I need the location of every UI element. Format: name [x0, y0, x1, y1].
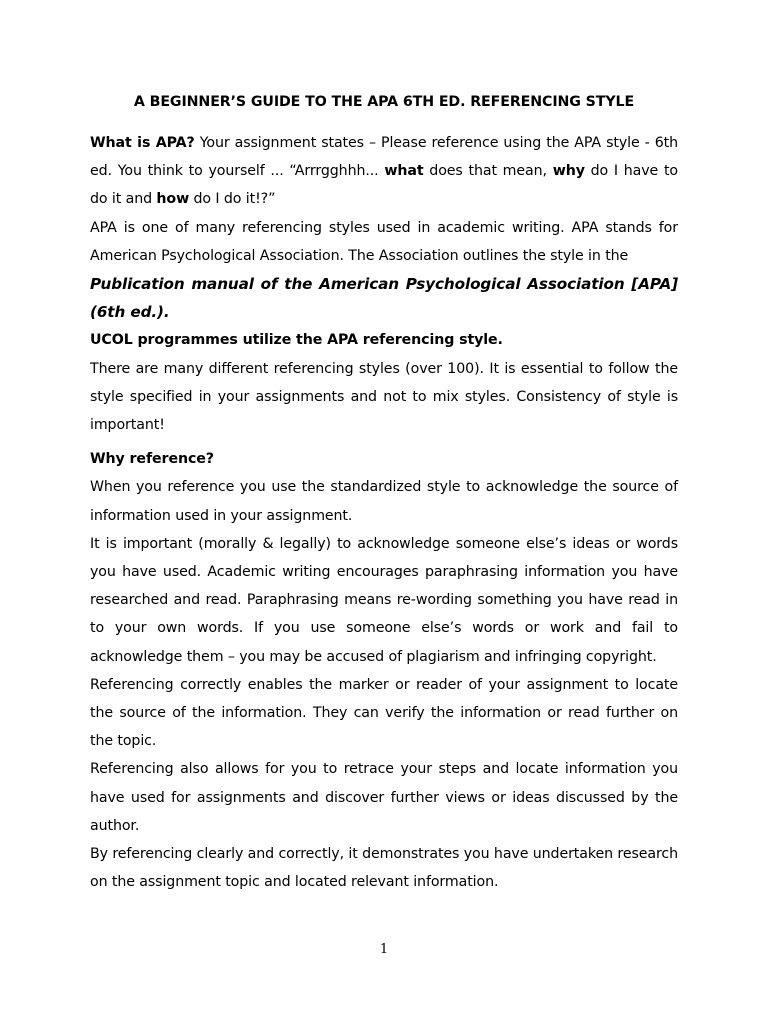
document-title: A BEGINNER’S GUIDE TO THE APA 6TH ED. REFERENCING STYLE: [133, 94, 635, 110]
apa-description-paragraph: APA is one of many referencing styles used in academic writing. APA stands for American Psychological Association. The Association outlines the style in the: [90, 219, 678, 264]
why-paragraph-2: It is important (morally & legally) to acknowledge someone else’s ideas or words you have used. Academic writing encourages paraphrasing information you have researched and read. Paraphrasing means re-wording something you have read in to your own words. If you use someone else’s words or work and fail to acknowledge them – you may be accused of plagiarism and infringing copyright.: [90, 535, 678, 665]
ucol-statement: UCOL programmes utilize the APA referencing style.: [90, 332, 503, 349]
page-number: 1: [379, 942, 389, 957]
document-body: [90, 129, 678, 896]
why-paragraph-1: When you reference you use the standardized style to acknowledge the source of information used in your assignment.: [90, 479, 678, 524]
why-paragraph-4: Referencing also allows for you to retrace your steps and locate information you have used for assignments and discover further views or ideas discussed by the author.: [90, 761, 678, 834]
why-paragraph-3: Referencing correctly enables the marker or reader of your assignment to locate the source of the information. They can verify the information or read further on the topic.: [90, 676, 678, 750]
what-is-apa-paragraph: What is APA? Your assignment states – Please reference using the APA style - 6th ed. You think to yourself ... “Arrrgghhh... what does that mean, why do I have to do it and how do I do it!?”: [90, 135, 678, 208]
why-reference-heading: Why reference?: [90, 451, 214, 468]
why-paragraph-5: By referencing clearly and correctly, it demonstrates you have undertaken research on the assignment topic and located relevant information.: [90, 846, 678, 891]
publication-manual-title: Publication manual of the American Psychological Association [APA] (6th ed.).: [90, 275, 678, 322]
emphasis-why: why: [552, 163, 585, 180]
emphasis-how: how: [156, 191, 190, 208]
emphasis-what: what: [384, 163, 424, 180]
referencing-styles-paragraph: There are many different referencing styles (over 100). It is essential to follow the style specified in your assignments and not to mix styles. Consistency of style is important!: [90, 360, 678, 434]
what-is-apa-label: What is APA?: [90, 135, 195, 151]
